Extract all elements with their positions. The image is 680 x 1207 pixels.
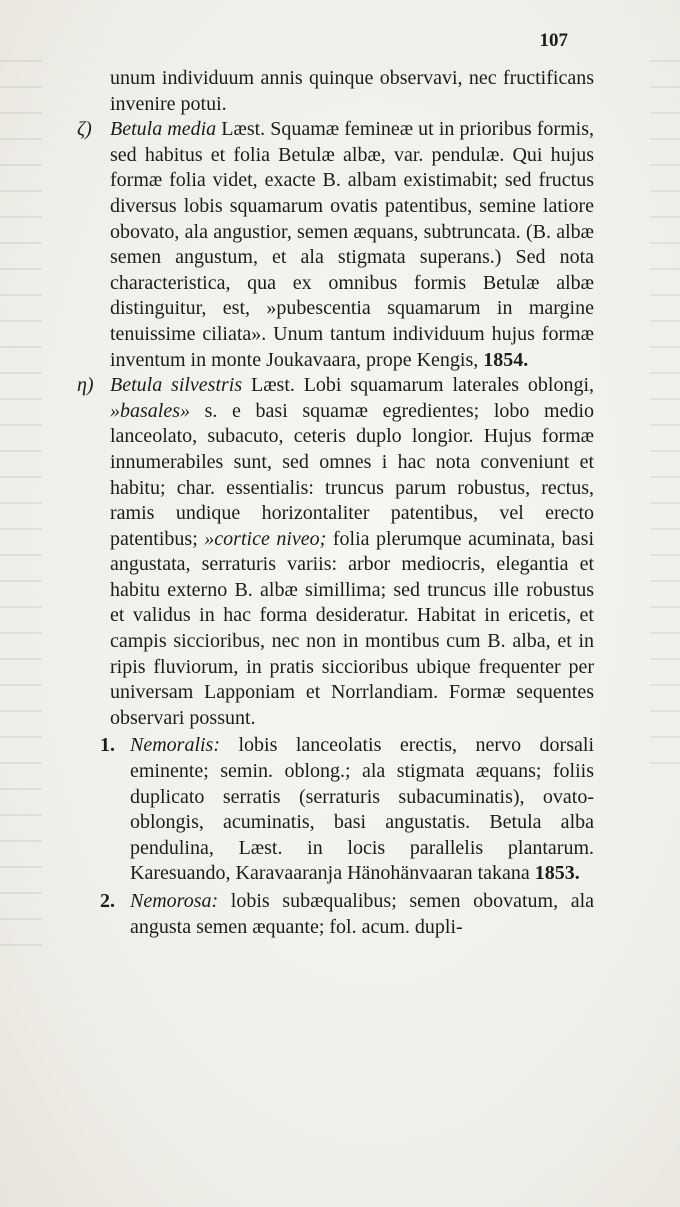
list-item [100,733,594,887]
zeta-text: Læst. Squamæ femineæ ut in prioribus formis, sed habitus et folia Betulæ albæ, var. pendulæ. Qui hujus formæ folia videt, exacte B. albam existimabit; sed fructus diversus lobis squamarum ovatis patentibus, semine latiore obovato, ala angustior, semen æquans, subtruncata. (B. albæ semen angustum, et ala stigmata superans.) Sed nota characteristica, qua ex omnibus formis Betulæ albæ distinguitur, est, »pubescentia squamarum in margine tenuissime ciliata». Unum tantum individuum hujus formæ inventum in monte Joukavaara, prope Kengis, [110,118,594,371]
item-number: 1. [100,734,115,757]
eta-cortice: »cortice niveo; [204,527,327,550]
zeta-marker: ζ) [77,118,92,141]
paragraph-eta [77,373,595,731]
list-item [100,889,595,940]
zeta-year: 1854. [483,348,529,371]
eta-basales: »basales» [110,399,190,422]
eta-text-3: folia plerumque acuminata, basi angustata, serraturis variis: arbor mediocris, elegantia et habitu externo B. albæ simillima; sed truncus ille robustus et validus in hac forma desideratur. Habitat in ericetis, et campis siccioribus, nec non in montibus cum B. alba, et in ripis fluviorum, in pratis siccioribus ubique frequenter per universam Lapponiam et Norrlandiam. Formæ sequentes observari possunt. [110,527,595,729]
eta-marker: η) [77,374,94,397]
item-text: lobis subæqualibus; semen obovatum, ala angusta semen æquante; fol. acum. dupli- [130,890,595,938]
eta-text-2: s. e basi squamæ egredientes; lobo medio lanceolato, subacuto, ceteris duplo longior. Hujus formæ innumerabiles sunt, sed omnes i hac nota conveniunt et habitu; char. essentialis: truncus parum robustus, rectus, ramis undique horizontaliter patentibus, vel erecto patentibus; [110,399,595,550]
intro-paragraph: unum individuum annis quinque observavi, nec fructificans invenire potui. [110,67,594,115]
item-number: 2. [100,890,115,912]
paragraph-zeta [77,117,594,373]
page-number: 107 [539,30,568,51]
text-body [77,66,595,940]
eta-text-1: Læst. Lobi squamarum laterales oblongi, [250,374,595,397]
betula-silvestris-name: Betula silvestris [110,374,243,397]
item-year: 1853. [534,862,580,885]
item-name: Nemorosa: [130,890,219,912]
bleed-through-left [0,60,42,960]
bleed-through-right [650,60,680,780]
item-name: Nemoralis: [130,734,220,757]
betula-media-name: Betula media [110,118,217,141]
item-text: lobis lanceolatis erectis, nervo dorsali eminente; semin. oblong.; ala stigmata æquans; foliis duplicato serratis (serraturis subacuminatis), ovato-oblongis, acuminatis, basi angustatis. Betula alba pendulina, Læst. in locis parallelis plantarum. Karesuando, Karavaaranja Hänohänvaaran takana [130,734,594,885]
